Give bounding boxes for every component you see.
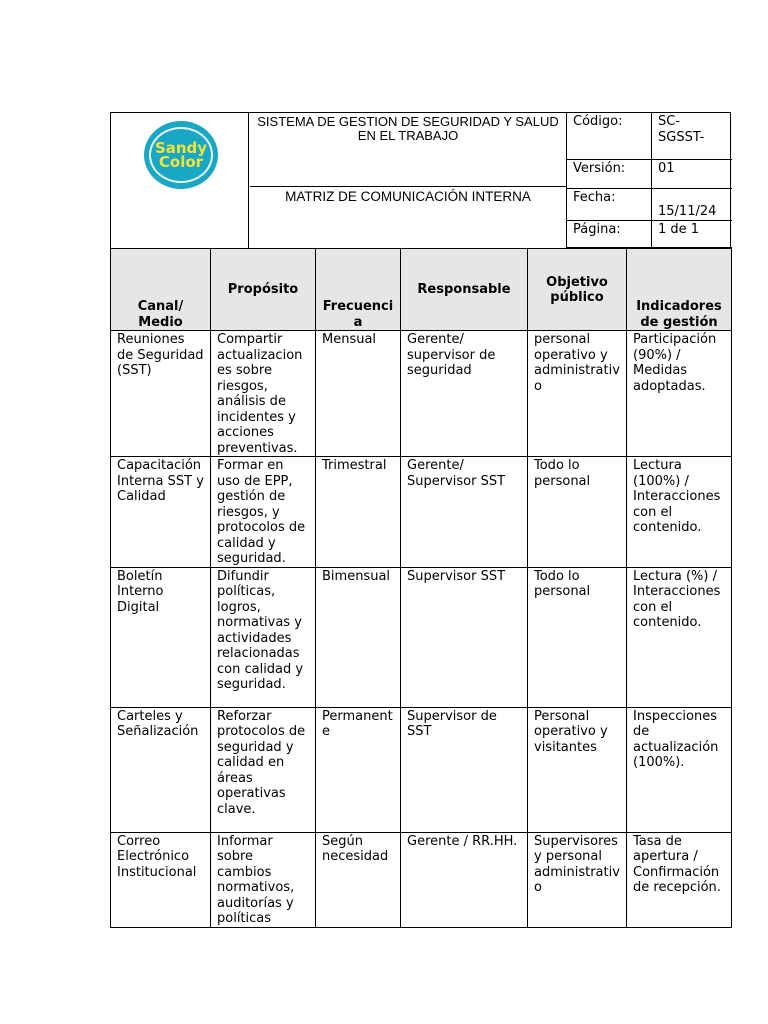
column-header: Canal/ Medio xyxy=(111,249,211,331)
table-header-row xyxy=(111,249,732,331)
table-cell: Gerente/ supervisor de seguridad xyxy=(401,331,528,457)
table-cell: Participación (90%) / Medidas adoptadas. xyxy=(627,331,732,457)
table-cell: Todo lo personal xyxy=(528,567,627,707)
table-cell: Supervisor de SST xyxy=(401,707,528,832)
table-cell: Informar sobre cambios normativos, auditorías y políticas xyxy=(211,832,316,927)
table-cell: Reuniones de Seguridad (SST) xyxy=(111,331,211,457)
table-cell: Gerente/ Supervisor SST xyxy=(401,457,528,568)
document-title: MATRIZ DE COMUNICACIÓN INTERNA xyxy=(285,189,531,204)
table-cell: Tasa de apertura / Confirmación de recepción. xyxy=(627,832,732,927)
column-header: Responsable xyxy=(401,249,528,331)
table-cell: Compartir actualizaciones sobre riesgos, análisis de incidentes y acciones preventivas. xyxy=(211,331,316,457)
table-row xyxy=(111,457,732,568)
column-header: Indicadores de gestión xyxy=(627,249,732,331)
table-cell: Difundir políticas, logros, normativas y actividades relacionadas con calidad y seguridad. xyxy=(211,567,316,707)
table-cell: personal operativo y administrativo xyxy=(528,331,627,457)
table-cell: Boletín Interno Digital xyxy=(111,567,211,707)
table-cell: Mensual xyxy=(316,331,401,457)
table-cell: Inspecciones de actualización (100%). xyxy=(627,707,732,832)
table-row xyxy=(111,832,732,927)
table-cell: Bimensual xyxy=(316,567,401,707)
meta-version: Versión: 01 xyxy=(567,160,732,189)
document-meta xyxy=(566,113,732,249)
table-cell: Carteles y Señalización xyxy=(111,707,211,832)
table-row xyxy=(111,567,732,707)
table-cell: Según necesidad xyxy=(316,832,401,927)
system-title: SISTEMA DE GESTION DE SEGURIDAD Y SALUD EN EL TRABAJO xyxy=(250,113,566,187)
table-cell: Reforzar protocolos de seguridad y calidad en áreas operativas clave. xyxy=(211,707,316,832)
column-header: Propósito xyxy=(211,249,316,331)
logo-cell xyxy=(111,113,249,249)
table-cell: Personal operativo y visitantes xyxy=(528,707,627,832)
table-cell: Gerente / RR.HH. xyxy=(401,832,528,927)
table-cell: Correo Electrónico Institucional xyxy=(111,832,211,927)
table-cell: Lectura (%) / Interacciones con el contenido. xyxy=(627,567,732,707)
sandy-color-logo: Sandy Color xyxy=(144,121,218,189)
table-cell: Formar en uso de EPP, gestión de riesgos, y protocolos de calidad y seguridad. xyxy=(211,457,316,568)
table-cell: Capacitación Interna SST y Calidad xyxy=(111,457,211,568)
table-cell: Lectura (100%) / Interacciones con el contenido. xyxy=(627,457,732,568)
table-row xyxy=(111,331,732,457)
table-cell: Todo lo personal xyxy=(528,457,627,568)
column-header: Objetivo público xyxy=(528,249,627,331)
meta-pagina: Página: 1 de 1 xyxy=(567,221,732,249)
document-header xyxy=(110,112,731,248)
communication-matrix-table xyxy=(110,248,732,928)
table-cell: Supervisores y personal administrativo xyxy=(528,832,627,927)
document-page xyxy=(110,112,731,928)
meta-fecha: Fecha: 15/11/24 xyxy=(567,189,732,221)
column-header: Frecuencia xyxy=(316,249,401,331)
table-cell: Trimestral xyxy=(316,457,401,568)
table-row xyxy=(111,707,732,832)
meta-codigo: Código: SC-SGSST- xyxy=(567,113,732,160)
table-cell: Permanente xyxy=(316,707,401,832)
table-cell: Supervisor SST xyxy=(401,567,528,707)
